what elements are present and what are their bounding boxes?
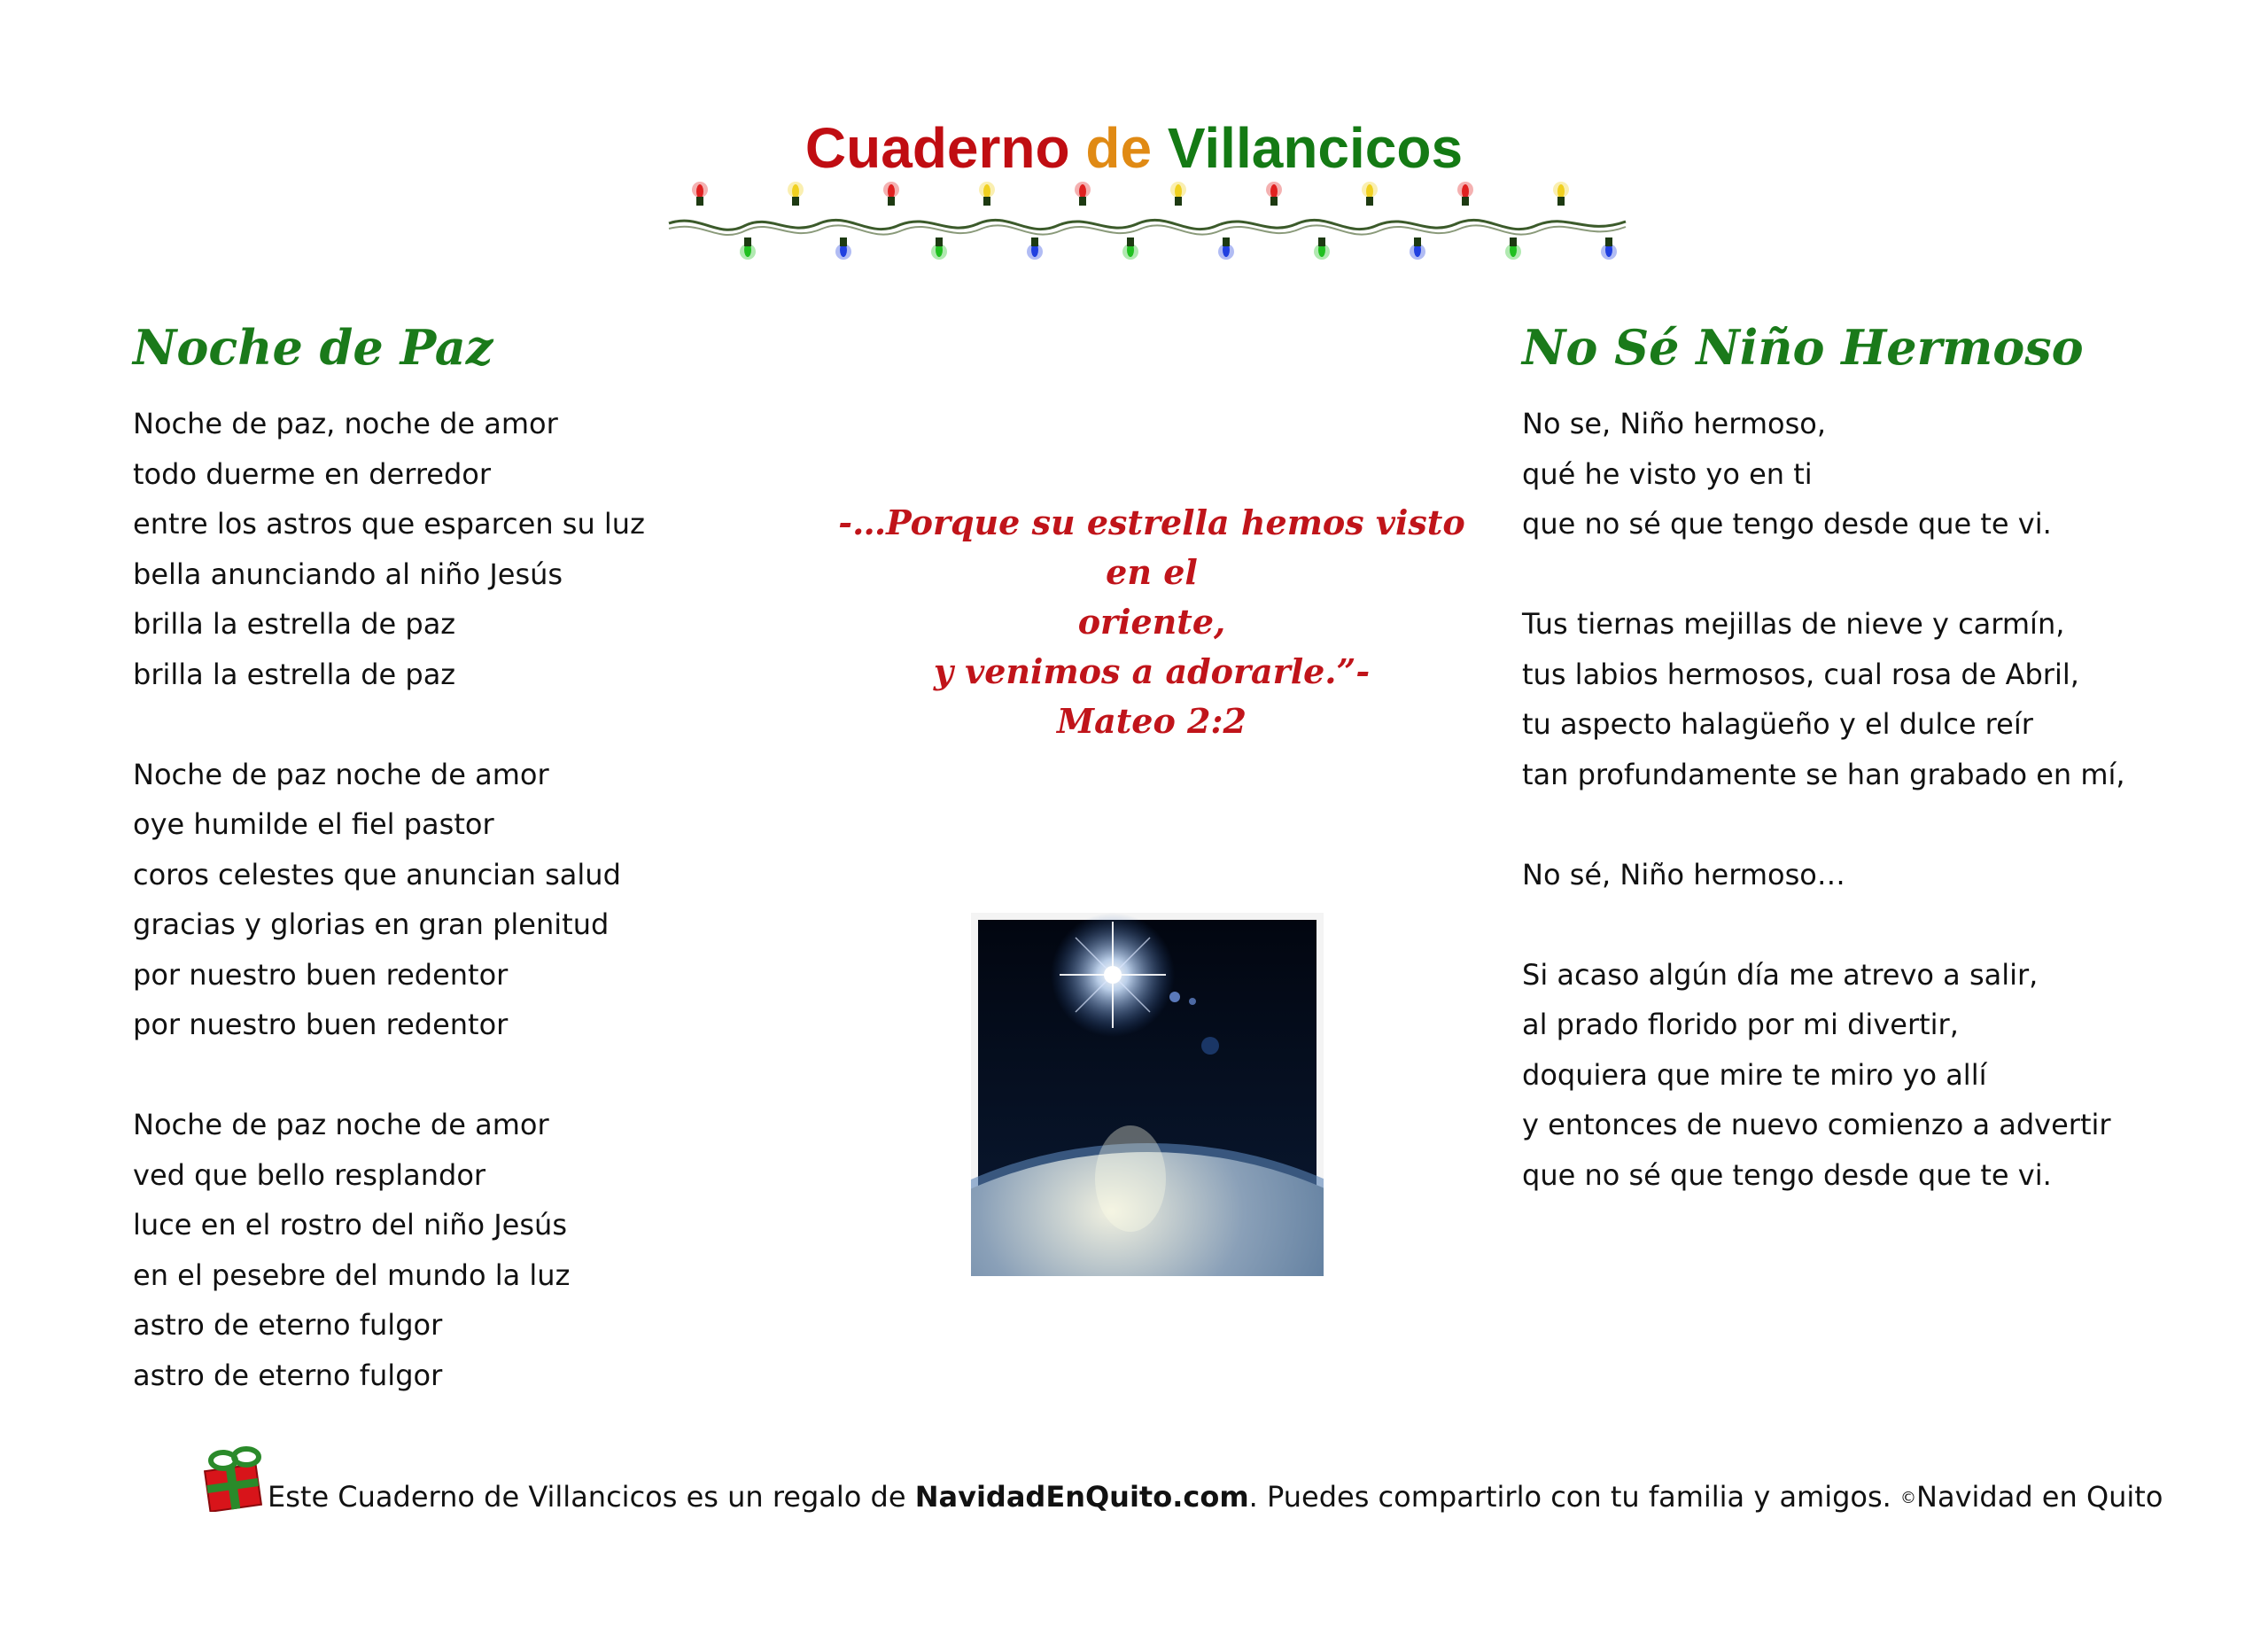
copyright-symbol: © [1900, 1489, 1917, 1507]
left-song-lyrics [133, 399, 645, 1400]
lyric-line: Tus tiernas mejillas de nieve y carmín, [1522, 607, 2065, 641]
right-song-title: No Sé Niño Hermoso [1522, 319, 2084, 376]
lyric-line: astro de eterno fulgor [133, 1358, 443, 1392]
stanza-gap [133, 1050, 645, 1101]
christmas-lights-icon [664, 177, 1630, 266]
light-bulb-icon [1075, 182, 1091, 206]
footer [202, 1441, 2163, 1514]
footer-text [268, 1480, 2163, 1514]
light-bulb-icon [1601, 237, 1617, 260]
footer-credit: Navidad en Quito [1916, 1480, 2163, 1514]
light-bulb-icon [1027, 237, 1043, 260]
lyric-line: en el pesebre del mundo la luz [133, 1257, 571, 1292]
lyric-line: luce en el rostro del niño Jesús [133, 1208, 567, 1242]
light-bulb-icon [883, 182, 899, 206]
lyric-line: tu aspecto halagüeño y el dulce reír [1522, 707, 2033, 741]
light-bulb-icon [1362, 182, 1378, 206]
title-word-de: de [1085, 116, 1153, 180]
light-bulb-icon [1266, 182, 1282, 206]
left-song-title: Noche de Paz [133, 319, 493, 376]
lyric-line: ved que bello resplandor [133, 1157, 486, 1192]
lyric-line: astro de eterno fulgor [133, 1308, 443, 1342]
lyric-line: tus labios hermosos, cual rosa de Abril, [1522, 657, 2079, 691]
lyric-line: que no sé que tengo desde que te vi. [1522, 1157, 2052, 1192]
lyric-line: gracias y glorias en gran plenitud [133, 907, 610, 941]
light-bulb-icon [692, 182, 708, 206]
lyric-line: bella anunciando al niño Jesús [133, 557, 563, 591]
footer-text-after: . Puedes compartirlo con tu familia y amigos. [1248, 1480, 1901, 1514]
lyric-line: tan profundamente se han grabado en mí, [1522, 757, 2125, 791]
lyric-line: por nuestro buen redentor [133, 1008, 509, 1041]
lyric-line: Noche de paz noche de amor [133, 757, 549, 791]
quote-line-1: -…Porque su estrella hemos visto en el [838, 502, 1465, 592]
stanza-gap [133, 699, 645, 750]
light-bulb-icon [740, 237, 756, 260]
light-bulb-icon [1505, 237, 1521, 260]
page-title [0, 115, 2268, 181]
light-bulb-icon [1218, 237, 1234, 260]
stanza-gap [1522, 899, 2125, 950]
lyric-line: por nuestro buen redentor [133, 957, 509, 992]
light-bulb-icon [1410, 237, 1425, 260]
light-bulb-icon [979, 182, 995, 206]
light-bulb-icon [1170, 182, 1186, 206]
lyric-line: todo duerme en derredor [133, 456, 492, 491]
bible-quote [833, 498, 1471, 746]
lyric-line: entre los astros que esparcen su luz [133, 507, 645, 541]
star-over-earth-image [971, 913, 1324, 1276]
title-word-cuaderno: Cuaderno [804, 116, 1070, 180]
right-song-lyrics [1522, 399, 2125, 1200]
lyric-line: brilla la estrella de paz [133, 607, 456, 641]
light-bulb-icon [1457, 182, 1473, 206]
quote-line-2: oriente, [1077, 602, 1226, 642]
lyric-line: No se, Niño hermoso, [1522, 407, 1826, 440]
lyric-line: y entonces de nuevo comienzo a advertir [1522, 1108, 2111, 1141]
lyric-line: doquiera que mire te miro yo allí [1522, 1057, 1987, 1092]
lyric-line: No sé, Niño hermoso… [1522, 857, 1845, 891]
gift-icon [202, 1441, 269, 1512]
lyric-line: qué he visto yo en ti [1522, 456, 1813, 491]
light-bulb-icon [788, 182, 804, 206]
lyric-line: brilla la estrella de paz [133, 657, 456, 691]
lyric-line: al prado florido por mi divertir, [1522, 1008, 1959, 1041]
quote-reference: Mateo 2:2 [1057, 701, 1247, 741]
stanza-gap [1522, 549, 2125, 600]
lyric-line: que no sé que tengo desde que te vi. [1522, 507, 2052, 541]
lyric-line: oye humilde el fiel pastor [133, 807, 494, 841]
quote-line-3: y venimos a adorarle.”- [933, 651, 1371, 691]
light-bulb-icon [835, 237, 851, 260]
stanza-gap [1522, 799, 2125, 850]
lyric-line: Noche de paz, noche de amor [133, 407, 558, 440]
footer-site-link[interactable]: NavidadEnQuito.com [914, 1480, 1249, 1514]
lyric-line: Si acaso algún día me atrevo a salir, [1522, 957, 2039, 992]
title-word-villancicos: Villancicos [1167, 116, 1464, 180]
light-bulb-icon [931, 237, 947, 260]
light-bulb-icon [1314, 237, 1330, 260]
lyric-line: coros celestes que anuncian salud [133, 857, 621, 891]
light-bulb-icon [1122, 237, 1138, 260]
lyric-line: Noche de paz noche de amor [133, 1108, 549, 1141]
footer-text-before: Este Cuaderno de Villancicos es un regalo de [268, 1480, 915, 1514]
light-bulb-icon [1553, 182, 1569, 206]
